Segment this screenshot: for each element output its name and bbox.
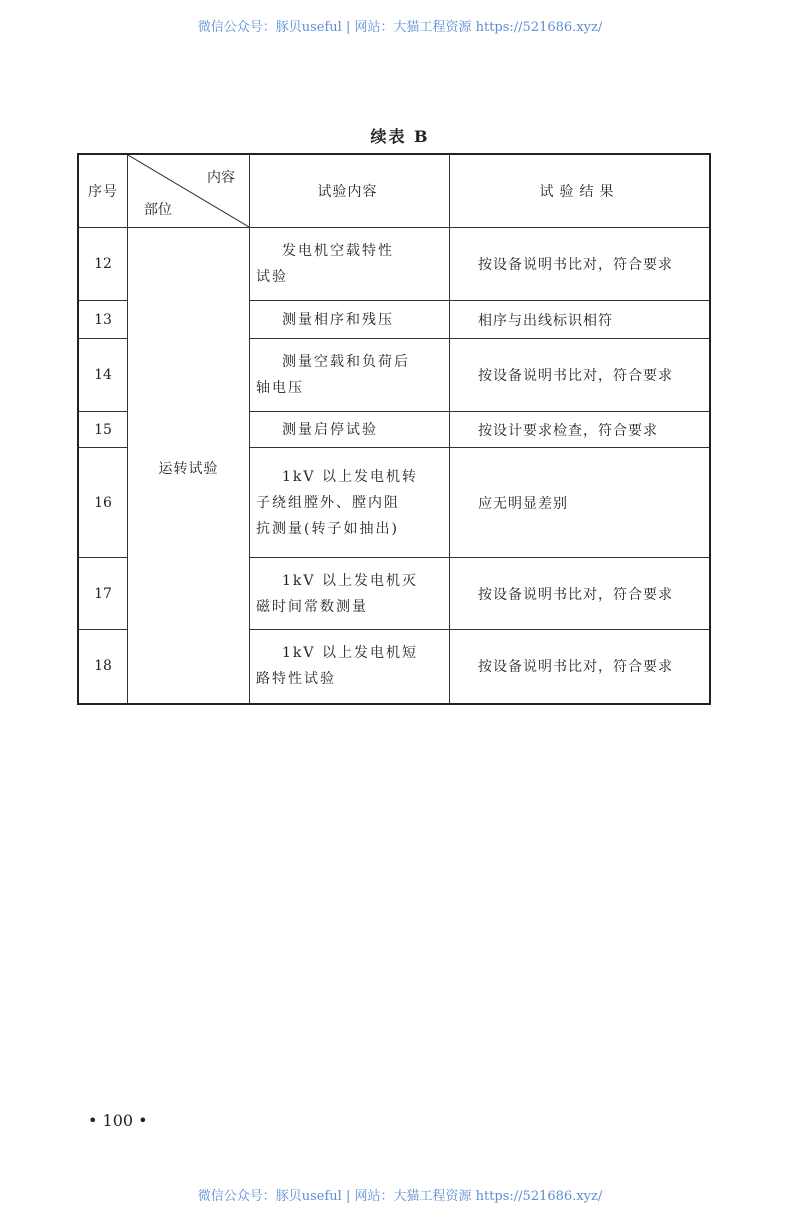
test-content-line: 子绕组膛外、膛内阻: [256, 494, 400, 511]
test-content-cell: [250, 448, 450, 558]
page-number: • 100 •: [88, 1111, 148, 1130]
test-content-cell: [250, 558, 450, 630]
row-no: 15: [78, 412, 128, 448]
test-content-line: 1kV 以上发电机短: [282, 645, 418, 662]
test-content-cell: [250, 301, 450, 339]
watermark-bottom: 微信公众号：豚贝useful | 网站：大猫工程资源 https://521686.xyz/: [197, 1189, 603, 1204]
test-content-cell: [250, 339, 450, 412]
test-content-line: 1kV 以上发电机转: [282, 468, 418, 485]
test-content-cell: [250, 412, 450, 448]
header-part-label: 部位: [144, 202, 172, 218]
test-content-line: 抗测量(转子如抽出): [256, 520, 399, 537]
test-content-line: 测量相序和残压: [282, 311, 394, 328]
row-no: 18: [78, 630, 128, 704]
test-result-cell: 按设备说明书比对，符合要求: [450, 339, 711, 412]
test-result-cell: 按设计要求检查，符合要求: [450, 412, 711, 448]
test-table: [77, 153, 711, 705]
test-content-line: 试验: [256, 269, 288, 285]
table-header-row: [78, 154, 710, 228]
part-label: 运转试验: [158, 461, 219, 477]
row-no: 16: [78, 448, 128, 558]
test-content-cell: [250, 228, 450, 301]
header-test-result: 试验结果: [450, 154, 711, 228]
test-content-line: 测量启停试验: [282, 421, 378, 438]
row-no: 17: [78, 558, 128, 630]
test-result-cell: 应无明显差别: [450, 448, 711, 558]
test-content-line: 测量空载和负荷后: [282, 354, 410, 370]
test-result-cell: 按设备说明书比对，符合要求: [450, 558, 711, 630]
test-content-cell: [250, 630, 450, 704]
test-result-cell: 按设备说明书比对，符合要求: [450, 228, 711, 301]
row-no: 14: [78, 339, 128, 412]
row-no: 12: [78, 228, 128, 301]
header-diagonal-cell: [128, 154, 250, 228]
test-content-line: 发电机空载特性: [282, 243, 394, 259]
test-content-line: 磁时间常数测量: [256, 598, 368, 615]
test-result-cell: 按设备说明书比对，符合要求: [450, 630, 711, 704]
test-result-cell: 相序与出线标识相符: [450, 301, 711, 339]
test-content-line: 路特性试验: [256, 671, 336, 688]
header-no: 序号: [78, 154, 128, 228]
header-test-content: 试验内容: [250, 154, 450, 228]
test-content-line: 1kV 以上发电机灭: [282, 572, 418, 589]
table-row: [78, 228, 710, 301]
part-cell: [128, 228, 250, 704]
test-content-line: 轴电压: [256, 380, 304, 396]
watermark-top: 微信公众号：豚贝useful | 网站：大猫工程资源 https://521686.xyz/: [197, 20, 603, 35]
table-title: 续表 B: [370, 127, 430, 146]
header-content-label: 内容: [207, 170, 235, 186]
row-no: 13: [78, 301, 128, 339]
